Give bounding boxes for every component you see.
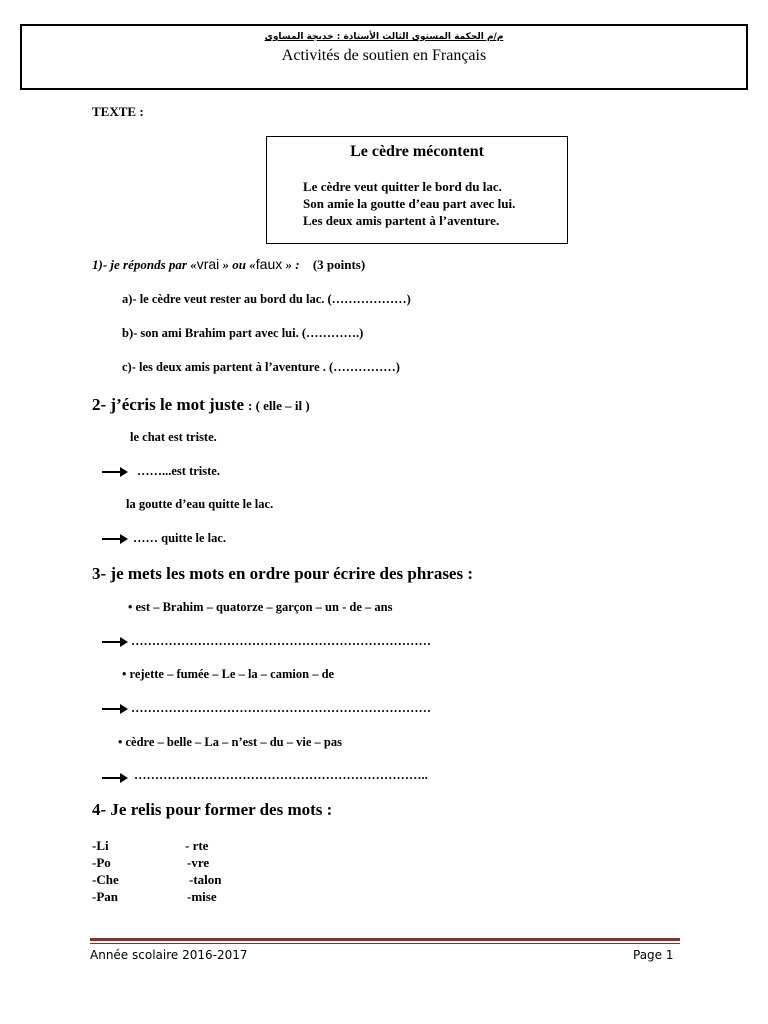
q3-item-3: • cèdre – belle – La – n’est – du – vie – pas bbox=[118, 735, 342, 749]
reading-text-title: Le cèdre mécontent bbox=[350, 143, 484, 160]
q1-heading bbox=[92, 256, 365, 273]
reading-text-box bbox=[266, 136, 568, 244]
q3-answer-line-1[interactable]: ……………………………………………………………… bbox=[131, 634, 431, 648]
arrow-icon bbox=[102, 703, 128, 715]
worksheet-title: Activités de soutien en Français bbox=[281, 47, 487, 64]
footer-school-year: Année scolaire 2016-2017 bbox=[90, 948, 248, 962]
q2-answer-2[interactable]: …… quitte le lac. bbox=[133, 531, 227, 545]
q4-right-item[interactable]: -talon bbox=[189, 872, 222, 887]
q1-ou: » ou « bbox=[222, 257, 256, 272]
reading-text-line: Le cèdre veut quitter le bord du lac. bbox=[303, 179, 502, 194]
header-arabic-line: م/م الحكمة المستوى الثالث الأستاذة : خديجة المساوي bbox=[264, 32, 504, 42]
q1-item-c[interactable]: c)- les deux amis partent à l’aventure . (……………) bbox=[122, 360, 400, 374]
q4-left-item[interactable]: -Po bbox=[92, 855, 111, 870]
arrow-icon bbox=[102, 772, 128, 784]
q3-item-2: • rejette – fumée – Le – la – camion – de bbox=[122, 667, 335, 681]
footer-divider bbox=[90, 943, 680, 944]
q4-left-item[interactable]: -Li bbox=[92, 838, 109, 853]
q3-answer-line-3[interactable]: …………………………………………………………….. bbox=[134, 768, 428, 782]
q2-sentence-1: le chat est triste. bbox=[130, 430, 217, 444]
q1-item-a[interactable]: a)- le cèdre veut rester au bord du lac. (………………) bbox=[122, 292, 411, 306]
q1-faux: faux bbox=[255, 256, 283, 272]
q1-head-suffix: » : bbox=[285, 257, 300, 272]
q2-answer-1[interactable]: ……...est triste. bbox=[137, 464, 220, 478]
q3-answer-line-2[interactable]: ……………………………………………………………… bbox=[131, 701, 431, 715]
q4-heading: 4- Je relis pour former des mots : bbox=[92, 800, 333, 819]
q2-choices: : ( elle – il ) bbox=[248, 398, 310, 413]
q1-head-prefix: 1)- je réponds par « bbox=[92, 257, 197, 272]
q3-item-1: • est – Brahim – quatorze – garçon – un - de – ans bbox=[128, 600, 393, 614]
q4-left-item[interactable]: -Pan bbox=[92, 889, 118, 904]
q4-right-item[interactable]: - rte bbox=[185, 838, 209, 853]
footer-divider bbox=[90, 938, 680, 941]
q3-heading: 3- je mets les mots en ordre pour écrire des phrases : bbox=[92, 564, 474, 583]
q2-heading bbox=[92, 395, 310, 415]
arrow-icon bbox=[102, 636, 128, 648]
arrow-icon bbox=[102, 533, 128, 545]
reading-text-line: Les deux amis partent à l’aventure. bbox=[303, 213, 500, 228]
q4-right-item[interactable]: -mise bbox=[187, 889, 217, 904]
q2-head: 2- j’écris le mot juste bbox=[92, 395, 244, 414]
q1-item-b[interactable]: b)- son ami Brahim part avec lui. (………….) bbox=[122, 326, 364, 340]
header-box bbox=[20, 24, 748, 90]
q4-left-item[interactable]: -Che bbox=[92, 872, 119, 887]
arrow-icon bbox=[102, 466, 128, 478]
q2-sentence-2: la goutte d’eau quitte le lac. bbox=[126, 497, 274, 511]
q4-right-item[interactable]: -vre bbox=[187, 855, 210, 870]
texte-label: TEXTE : bbox=[92, 104, 144, 119]
reading-text-line: Son amie la goutte d’eau part avec lui. bbox=[303, 196, 516, 211]
footer-page-number: Page 1 bbox=[633, 948, 674, 962]
q1-vrai: vrai bbox=[196, 256, 220, 272]
q1-points: (3 points) bbox=[312, 257, 366, 272]
